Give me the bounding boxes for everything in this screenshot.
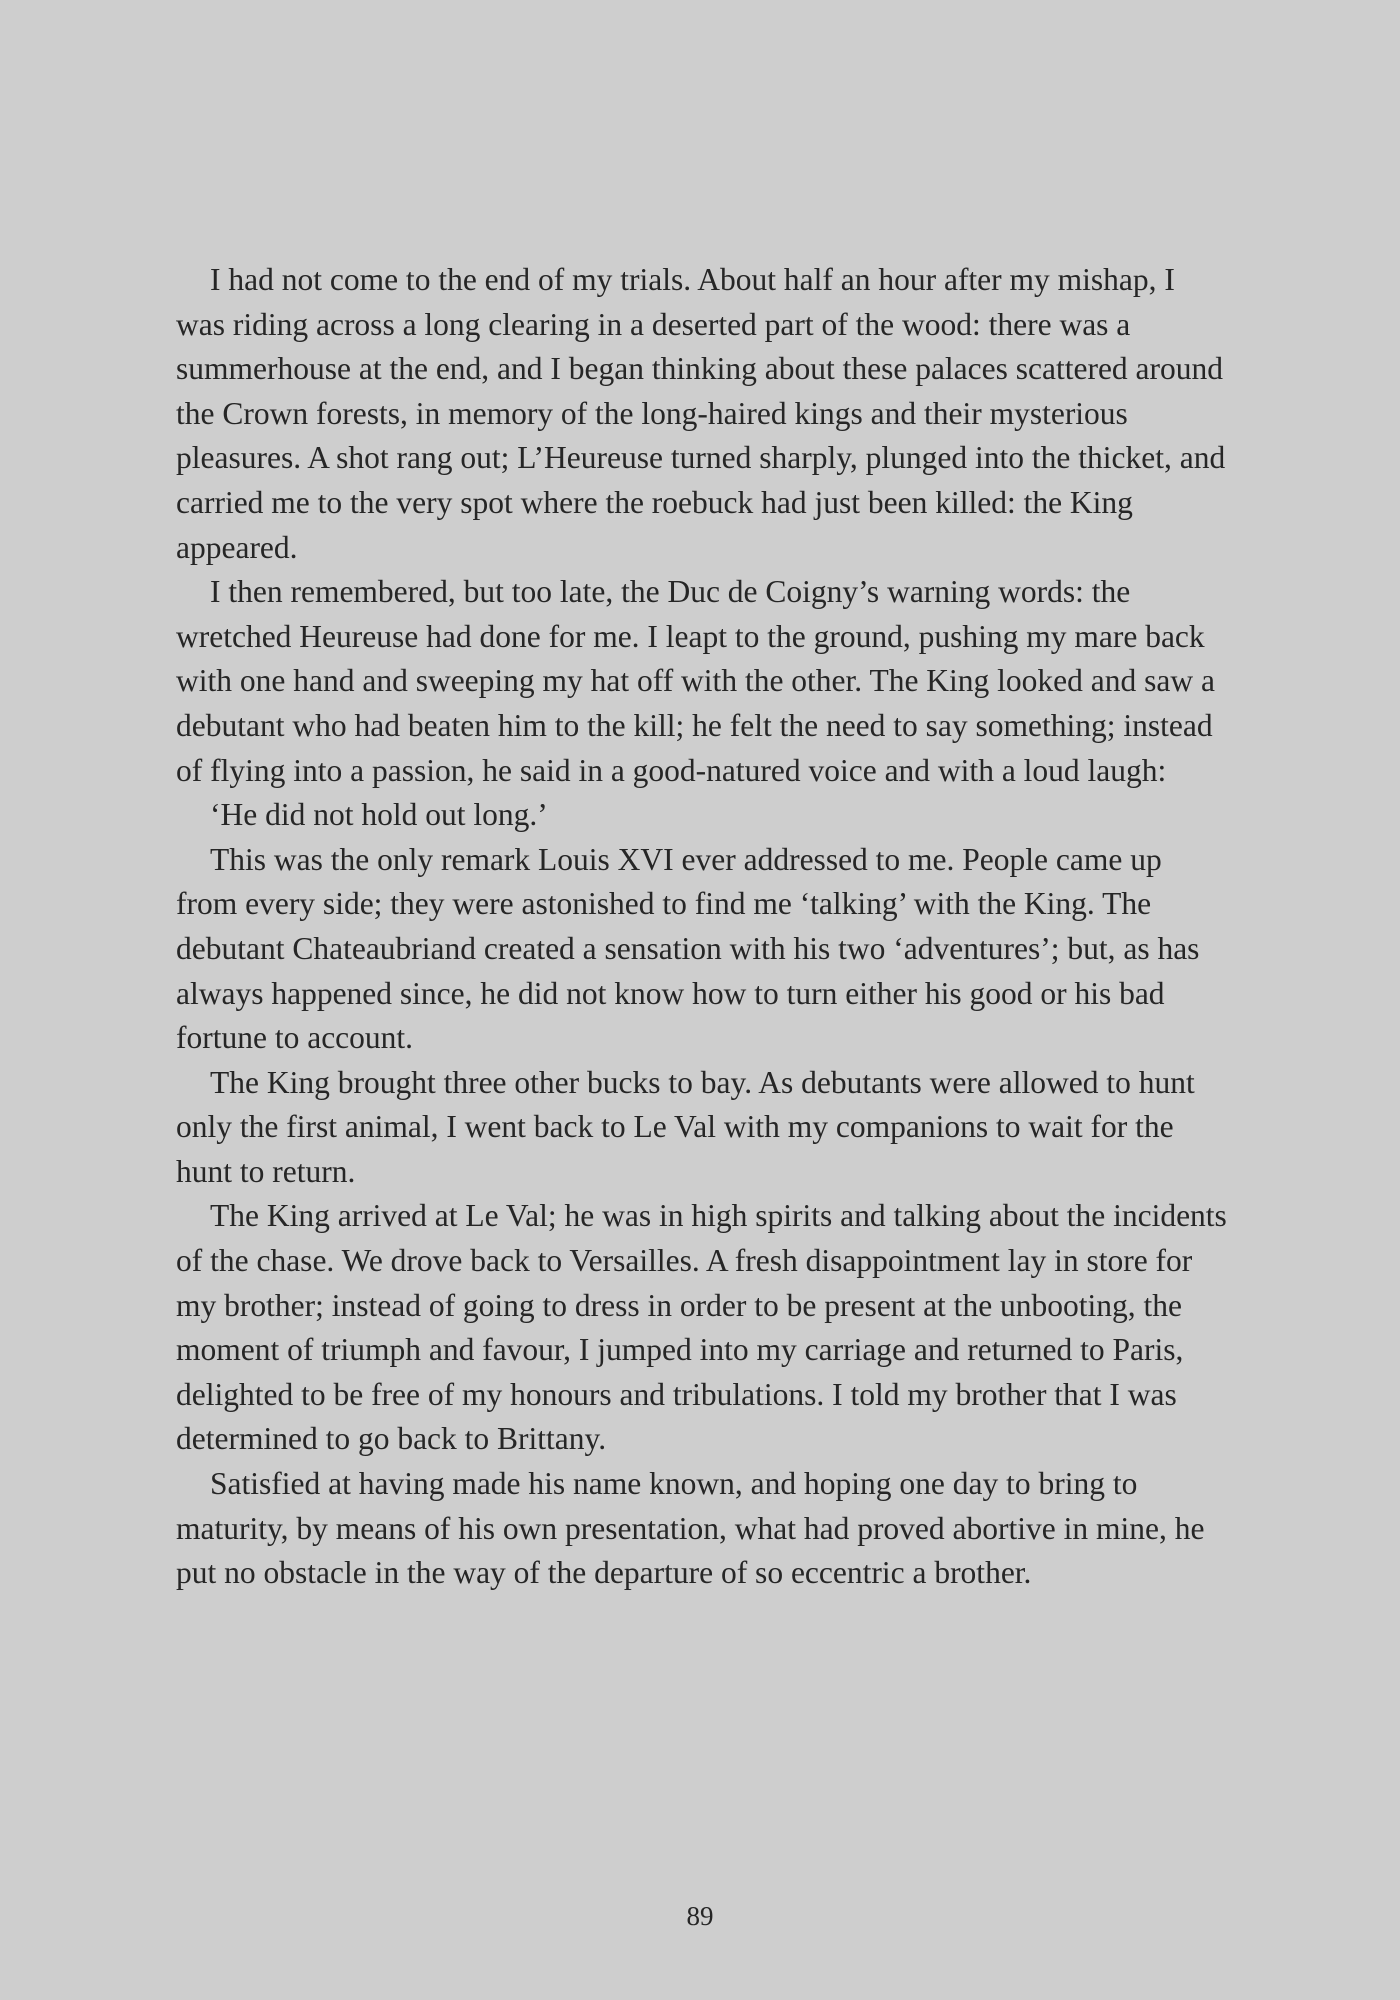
body-text: [176, 258, 1230, 1596]
page-number: 89: [686, 1901, 714, 1931]
paragraph: I then remembered, but too late, the Duc de Coigny’s warning words: the wretched Heureuse had done for me. I leapt to the ground, pushing my mare back with one hand and sweeping my hat off with the other. The King looked and saw a debutant who had beaten him to the kill; he felt the need to say something; instead of flying into a passion, he said in a good-natured voice and with a loud laugh:: [176, 574, 1215, 788]
paragraph: ‘He did not hold out long.’: [210, 797, 548, 833]
paragraph: This was the only remark Louis XVI ever addressed to me. People came up from every side; they were astonished to find me ‘talking’ with the King. The debutant Chateaubriand created a sensation with his two ‘adventures’; but, as has always happened since, he did not know how to turn either his good or his bad fortune to account.: [176, 841, 1200, 1056]
paragraph: The King arrived at Le Val; he was in high spirits and talking about the incidents of the chase. We drove back to Versailles. A fresh disappointment lay in store for my brother; instead of going to dress in order to be present at the unbooting, the moment of triumph and favour, I jumped into my carriage and returned to Paris, delighted to be free of my honours and tribulations. I told my brother that I was determined to go back to Brittany.: [176, 1198, 1227, 1457]
paragraph: Satisfied at having made his name known, and hoping one day to bring to maturity, by means of his own presentation, what had proved abortive in mine, he put no obstacle in the way of the departure of so eccentric a brother.: [176, 1466, 1205, 1591]
paragraph: The King brought three other bucks to bay. As debutants were allowed to hunt only the first animal, I went back to Le Val with my companions to wait for the hunt to return.: [176, 1064, 1195, 1189]
paragraph: I had not come to the end of my trials. About half an hour after my mishap, I was riding across a long clearing in a deserted part of the wood: there was a summerhouse at the end, and I began thinking about these palaces scattered around the Crown forests, in memory of the long-haired kings and their mysterious pleasures. A shot rang out; L’Heureuse turned sharply, plunged into the thicket, and carried me to the very spot where the roebuck had just been killed: the King appeared.: [176, 262, 1226, 565]
